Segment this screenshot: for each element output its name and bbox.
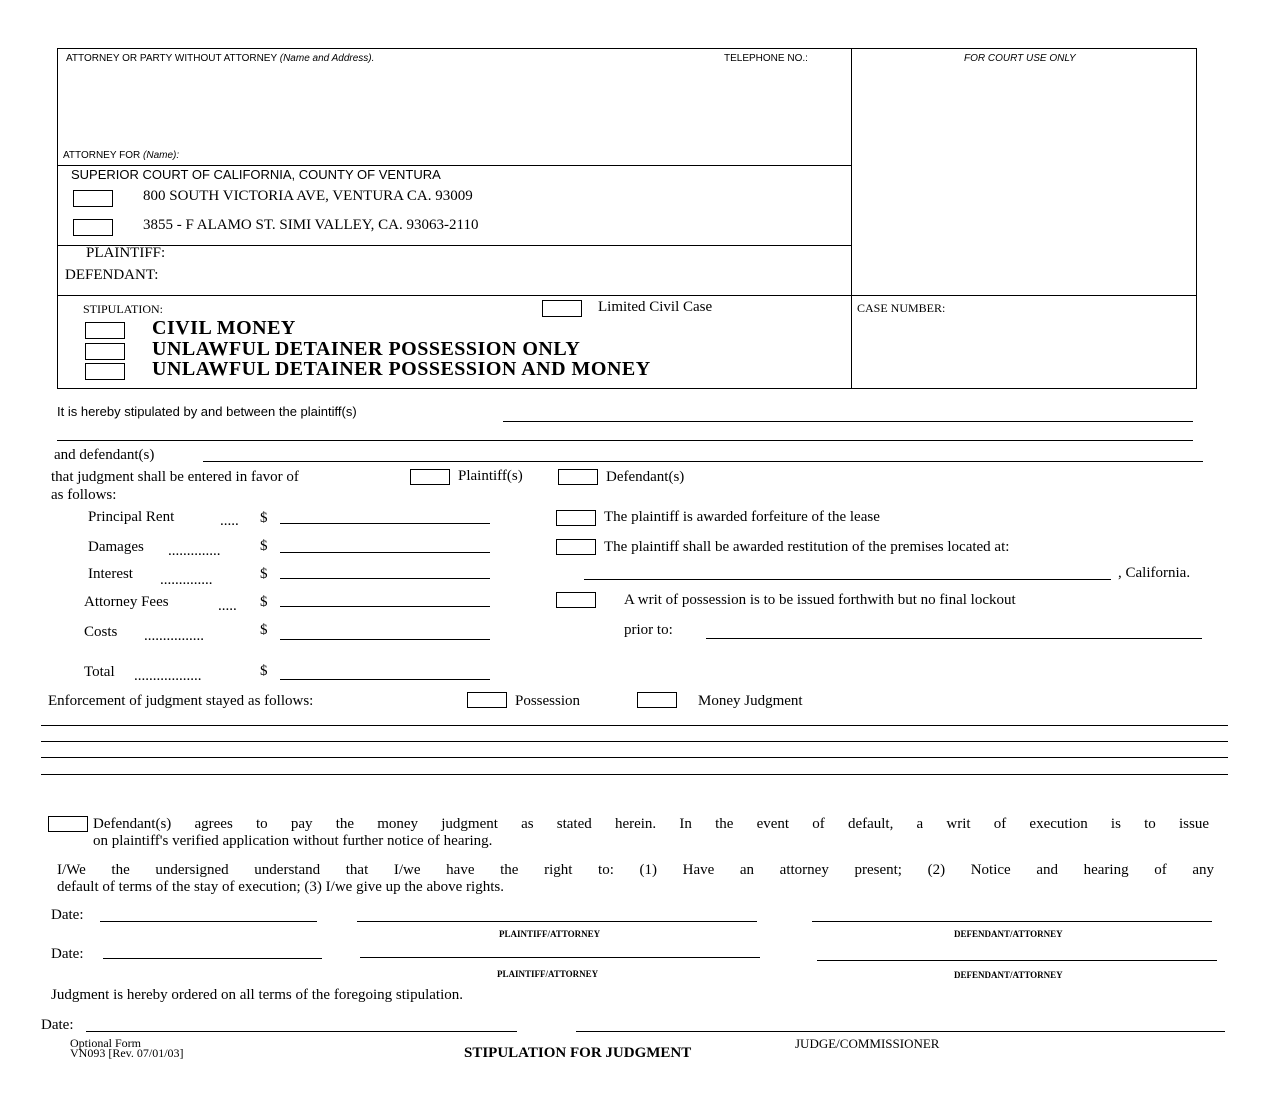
favor-text: that judgment shall be entered in favor of — [51, 469, 299, 485]
agree-line-1: Defendant(s) agrees to pay the money judgment as stated herein. In the event of default, a writ of execution is to issue — [93, 816, 1209, 832]
agree-checkbox[interactable] — [48, 816, 88, 832]
premises-address-field[interactable] — [584, 579, 1111, 580]
interest-label: Interest — [88, 566, 133, 582]
date-label-1: Date: — [51, 907, 84, 923]
attorney-fees-field[interactable] — [280, 606, 490, 607]
address-1-checkbox[interactable] — [73, 190, 113, 207]
defendants-text: and defendant(s) — [54, 447, 155, 463]
address-1: 800 SOUTH VICTORIA AVE, VENTURA CA. 93009 — [143, 188, 473, 204]
interest-currency: $ — [260, 566, 268, 582]
total-field[interactable] — [280, 679, 490, 680]
principal-rent-currency: $ — [260, 510, 268, 526]
stay-money-judgment-label: Money Judgment — [698, 693, 803, 709]
writ-text: A writ of possession is to be issued forthwith but no final lockout — [624, 592, 1016, 608]
case-number-label: CASE NUMBER: — [857, 301, 946, 315]
ud-possession-money-checkbox[interactable] — [85, 363, 125, 380]
ud-possession-only-label: UNLAWFUL DETAINER POSSESSION ONLY — [152, 338, 581, 360]
plaintiff-label: PLAINTIFF: — [86, 245, 166, 261]
civil-money-label: CIVIL MONEY — [152, 317, 296, 339]
stay-money-judgment-checkbox[interactable] — [637, 692, 677, 708]
principal-rent-label: Principal Rent — [88, 509, 175, 525]
court-name: SUPERIOR COURT OF CALIFORNIA, COUNTY OF VENTURA — [71, 167, 441, 182]
rights-line-2: default of terms of the stay of execution; (3) I/we give up the above rights. — [57, 879, 504, 895]
caption-rule — [57, 165, 852, 166]
stay-possession-checkbox[interactable] — [467, 692, 507, 708]
writ-checkbox[interactable] — [556, 592, 596, 608]
total-dots: .................. — [134, 668, 202, 684]
forfeiture-text: The plaintiff is awarded forfeiture of the lease — [604, 509, 880, 525]
date-field-2[interactable] — [103, 958, 322, 959]
ud-possession-money-label: UNLAWFUL DETAINER POSSESSION AND MONEY — [152, 358, 651, 380]
form-title: STIPULATION FOR JUDGMENT — [464, 1045, 692, 1061]
total-currency: $ — [260, 663, 268, 679]
caption-rule — [57, 245, 852, 246]
stay-terms-line[interactable] — [41, 757, 1228, 758]
plaintiffs-field-2[interactable] — [57, 440, 1193, 441]
plaintiff-attorney-label-2: PLAINTIFF/ATTORNEY — [497, 969, 599, 979]
limited-civil-label: Limited Civil Case — [598, 299, 713, 315]
restitution-checkbox[interactable] — [556, 539, 596, 555]
attorney-fees-currency: $ — [260, 594, 268, 610]
optional-form-label: Optional Form — [70, 1036, 141, 1050]
judgment-ordered-text: Judgment is hereby ordered on all terms of the foregoing stipulation. — [51, 987, 463, 1003]
defendant-attorney-label-2: DEFENDANT/ATTORNEY — [954, 970, 1063, 980]
favor-plaintiff-checkbox[interactable] — [410, 469, 450, 485]
judge-label: JUDGE/COMMISSIONER — [795, 1036, 940, 1051]
address-2-checkbox[interactable] — [73, 219, 113, 236]
attorney-fees-dots: ..... — [218, 598, 237, 614]
telephone-label: TELEPHONE NO.: — [724, 53, 808, 64]
plaintiff-signature-1[interactable] — [357, 921, 757, 922]
defendant-signature-1[interactable] — [812, 921, 1212, 922]
defendants-field[interactable] — [203, 461, 1203, 462]
damages-dots: .............. — [168, 543, 221, 559]
address-2: 3855 - F ALAMO ST. SIMI VALLEY, CA. 93063-2110 — [143, 217, 479, 233]
prior-to-text: prior to: — [624, 622, 673, 638]
date-field-3[interactable] — [86, 1031, 517, 1032]
as-follows-text: as follows: — [51, 487, 117, 503]
stay-terms-line[interactable] — [41, 725, 1228, 726]
civil-money-checkbox[interactable] — [85, 322, 125, 339]
principal-rent-field[interactable] — [280, 523, 490, 524]
costs-dots: ................ — [144, 628, 204, 644]
damages-currency: $ — [260, 538, 268, 554]
ud-possession-only-checkbox[interactable] — [85, 343, 125, 360]
form-number: VN093 [Rev. 07/01/03] — [70, 1046, 184, 1060]
favor-plaintiff-label: Plaintiff(s) — [458, 468, 523, 484]
stay-possession-label: Possession — [515, 693, 581, 709]
date-label-2: Date: — [51, 946, 84, 962]
interest-dots: .............. — [160, 572, 213, 588]
costs-currency: $ — [260, 622, 268, 638]
stipulation-label: STIPULATION: — [83, 302, 163, 316]
judge-signature[interactable] — [576, 1031, 1225, 1032]
rights-line-1: I/We the undersigned understand that I/we have the right to: (1) Have an attorney present; (2) Notice and hearing of any — [57, 862, 1214, 878]
costs-label: Costs — [84, 624, 118, 640]
plaintiffs-field[interactable] — [503, 421, 1193, 422]
costs-field[interactable] — [280, 639, 490, 640]
damages-field[interactable] — [280, 552, 490, 553]
stay-terms-line[interactable] — [41, 774, 1228, 775]
court-use-label: FOR COURT USE ONLY — [964, 53, 1076, 64]
defendant-attorney-label-1: DEFENDANT/ATTORNEY — [954, 929, 1063, 939]
stay-terms-line[interactable] — [41, 741, 1228, 742]
total-label: Total — [84, 664, 115, 680]
attorney-label: ATTORNEY OR PARTY WITHOUT ATTORNEY (Name and Address). — [66, 53, 375, 64]
defendant-label: DEFENDANT: — [65, 267, 159, 283]
favor-defendant-label: Defendant(s) — [606, 469, 685, 485]
caption-rule — [57, 295, 1197, 296]
restitution-text: The plaintiff shall be awarded restitution of the premises located at: — [604, 539, 1010, 555]
attorney-fees-label: Attorney Fees — [84, 594, 169, 610]
enforcement-text: Enforcement of judgment stayed as follows: — [48, 693, 314, 709]
limited-civil-checkbox[interactable] — [542, 300, 582, 317]
stipulated-text: It is hereby stipulated by and between the plaintiff(s) — [57, 404, 357, 419]
favor-defendant-checkbox[interactable] — [558, 469, 598, 485]
plaintiff-attorney-label-1: PLAINTIFF/ATTORNEY — [499, 929, 601, 939]
forfeiture-checkbox[interactable] — [556, 510, 596, 526]
principal-rent-dots: ..... — [220, 513, 239, 529]
caption-divider — [851, 48, 852, 389]
damages-label: Damages — [88, 539, 144, 555]
defendant-signature-2[interactable] — [817, 960, 1217, 961]
plaintiff-signature-2[interactable] — [360, 957, 760, 958]
date-label-3: Date: — [41, 1017, 74, 1033]
agree-line-2: on plaintiff's verified application without further notice of hearing. — [93, 833, 493, 849]
prior-to-field[interactable] — [706, 638, 1202, 639]
attorney-for-label: ATTORNEY FOR (Name): — [63, 150, 180, 161]
interest-field[interactable] — [280, 578, 490, 579]
california-text: , California. — [1118, 565, 1191, 581]
date-field-1[interactable] — [100, 921, 317, 922]
